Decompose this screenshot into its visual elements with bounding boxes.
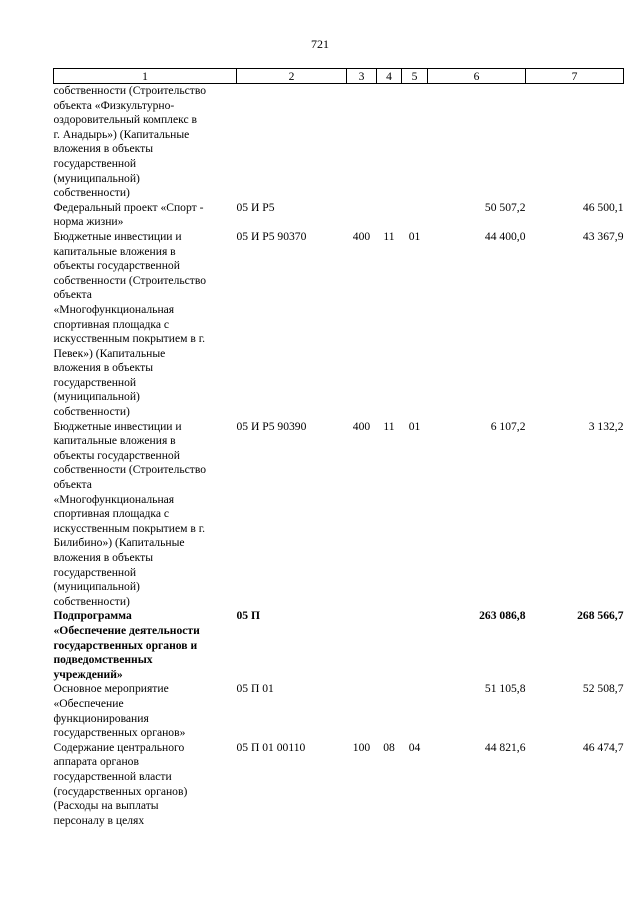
column-header-1: 1 [54,69,237,84]
row-sum-year1-cell [428,84,526,201]
row-rz-cell [377,682,402,740]
row-rz-cell [377,84,402,201]
table-row [54,201,624,230]
column-header-2: 2 [237,69,347,84]
row-rz-cell [377,609,402,682]
row-vr-cell: 400 [352,419,371,433]
row-name-cell: Бюджетные инвестиции и капитальные вложения в объекты государственной собственности (Строительство объекта «Многофункциональная спортивная площадка с искусственным покрытием в г. Билибино») (Капитальные вложения в объекты государственной (муниципальной) собственности) [53,419,207,608]
row-vr-cell: 400 [352,229,371,243]
row-name-cell: Бюджетные инвестиции и капитальные вложения в объекты государственной собственности (Строительство объекта «Многофункциональная спортивная площадка с искусственным покрытием в г. Певек») (Капитальные вложения в объекты государственной (муниципальной) собственности) [53,229,207,419]
row-rz-cell [377,201,402,230]
table-row [54,84,624,201]
row-pr-cell [402,84,428,201]
row-code-cell: 05 П [236,609,261,623]
row-code-cell: 05 П 01 00110 [236,740,306,754]
row-name-cell: Основное мероприятие «Обеспечение функционирования государственных органов» [53,682,186,740]
budget-table [53,68,624,828]
column-header-5: 5 [402,69,428,84]
row-rz-cell: 11 [383,229,395,243]
row-vr-cell [347,609,377,682]
row-sum-year1-cell: 44 400,0 [484,229,526,243]
page-number: 721 [311,37,329,51]
row-sum-year2-cell: 46 474,7 [582,740,624,754]
row-pr-cell [402,682,428,740]
row-vr-cell: 100 [352,740,371,754]
row-sum-year2-cell: 43 367,9 [582,229,624,243]
row-name-cell: Содержание центрального аппарата органов государственной власти (государственных органов) (Расходы на выплаты персоналу в целях [53,740,188,827]
row-sum-year2-cell: 3 132,2 [588,419,624,433]
row-name-cell: Подпрограмма «Обеспечение деятельности государственных органов и подведомственных учреждений» [53,609,200,681]
row-code-cell: 05 И Р5 [236,200,275,214]
row-sum-year1-cell: 51 105,8 [484,682,526,696]
row-sum-year2-cell: 268 566,7 [577,609,624,623]
row-pr-cell [402,609,428,682]
row-vr-cell [347,682,377,740]
row-sum-year2-cell: 52 508,7 [582,682,624,696]
row-sum-year1-cell: 6 107,2 [490,419,526,433]
table-body [54,84,624,829]
row-vr-cell [347,84,377,201]
row-code-cell: 05 И Р5 90370 [236,229,307,243]
row-sum-year2-cell [526,84,624,201]
table-row [54,609,624,682]
row-sum-year1-cell: 263 086,8 [479,609,526,623]
row-name-cell: собственности (Строительство объекта «Физкультурно- оздоровительный комплекс в г. Анадырь») (Капитальные вложения в объекты государственной (муниципальной) собственности) [53,84,207,200]
row-vr-cell [347,201,377,230]
row-sum-year1-cell: 44 821,6 [484,740,526,754]
row-code-cell: 05 П 01 [236,682,274,696]
table-row [54,230,624,420]
row-rz-cell: 11 [383,419,395,433]
table-row [54,741,624,829]
row-pr-cell [402,201,428,230]
row-pr-cell: 01 [408,419,421,433]
column-header-3: 3 [347,69,377,84]
row-sum-year1-cell: 50 507,2 [484,200,526,214]
row-pr-cell: 04 [408,740,421,754]
row-code-cell: 05 И Р5 90390 [236,419,307,433]
row-code-cell [237,84,347,201]
column-header-7: 7 [526,69,624,84]
table-header-row [54,69,624,84]
row-rz-cell: 08 [383,740,395,754]
row-sum-year2-cell: 46 500,1 [582,200,624,214]
table-row [54,682,624,740]
table-row [54,420,624,610]
row-name-cell: Федеральный проект «Спорт - норма жизни» [53,200,204,229]
column-header-4: 4 [377,69,402,84]
column-header-6: 6 [428,69,526,84]
row-pr-cell: 01 [408,229,421,243]
